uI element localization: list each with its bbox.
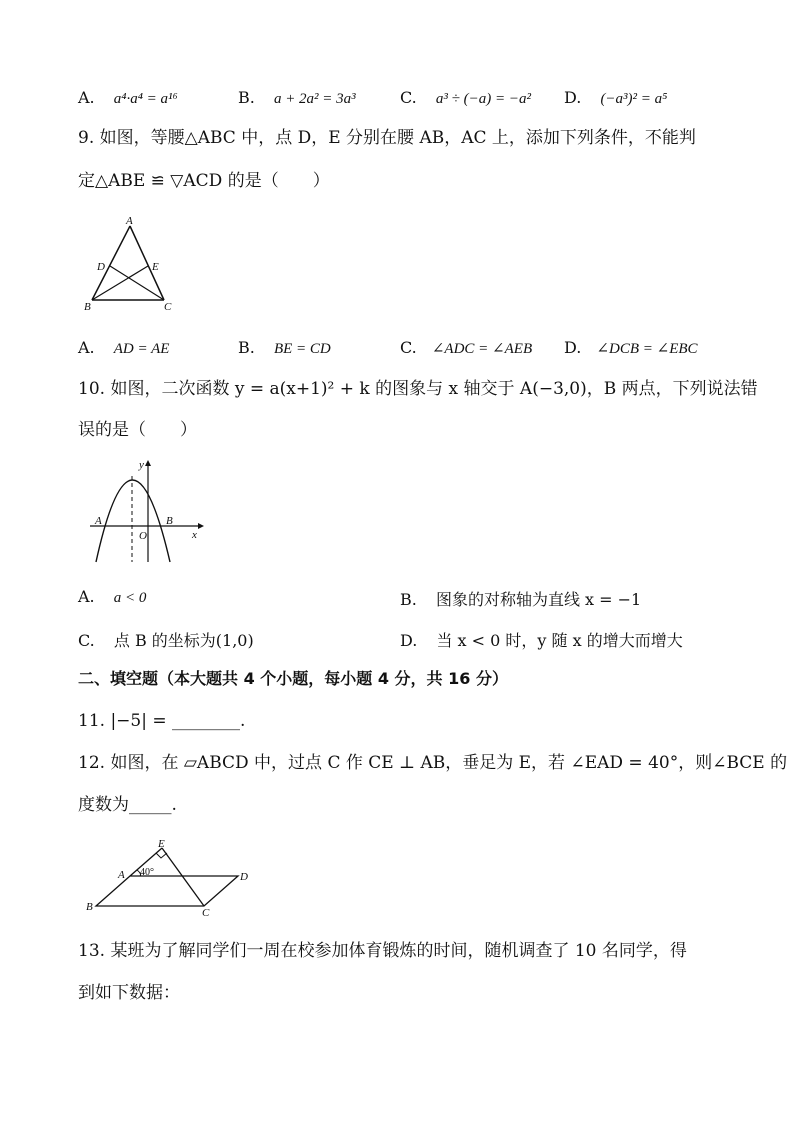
q9-stem-line1: 9. 如图，等腰△ABC 中，点 D，E 分别在腰 AB，AC 上，添加下列条件，不能判 (78, 128, 696, 148)
angle-label: 40° (140, 867, 154, 878)
q13-stem-line1: 13. 某班为了解同学们一周在校参加体育锻炼的时间，随机调查了 10 名同学，得 (78, 941, 687, 961)
q12-parallelogram-figure (82, 838, 252, 918)
option-letter: A. (78, 88, 95, 107)
option-expression: ∠ADC = ∠AEB (431, 341, 533, 357)
vertex-label-b: B (86, 901, 93, 913)
q10-option-a (78, 587, 146, 607)
origin-label: O (139, 530, 147, 542)
option-letter: D. (564, 88, 582, 107)
option-expression: a⁴·a⁴ = a¹⁶ (113, 91, 178, 107)
x-axis-label: x (192, 529, 197, 541)
option-text: 当 x < 0 时，y 随 x 的增大而增大 (436, 631, 683, 650)
vertex-label-c: C (202, 907, 210, 918)
q9-triangle-figure (82, 214, 182, 314)
option-letter: C. (78, 631, 95, 650)
q8-option-d (564, 88, 667, 108)
option-expression: a + 2a² = 3a³ (273, 91, 356, 107)
vertex-label-b: B (84, 301, 91, 313)
option-letter: D. (400, 631, 418, 650)
q10-stem-line2: 误的是（ ） (78, 420, 197, 440)
vertex-label-a: A (118, 869, 125, 881)
q9-stem-line2: 定△ABE ≌ ▽ACD 的是（ ） (78, 171, 330, 191)
q10-option-c (78, 628, 254, 651)
option-letter: A. (78, 587, 95, 606)
q9-option-c (400, 338, 532, 358)
option-text: 点 B 的坐标为(1,0) (113, 631, 254, 650)
q8-option-c (400, 88, 531, 108)
option-letter: B. (400, 590, 417, 609)
section-heading: 二、填空题（本大题共 4 个小题，每小题 4 分，共 16 分） (78, 669, 508, 688)
q9-option-b (238, 338, 331, 358)
vertex-label-c: C (164, 301, 172, 313)
q10-stem-line1: 10. 如图，二次函数 y = a(x+1)² + k 的图象与 x 轴交于 A(−3,0)，B 两点，下列说法错 (78, 379, 758, 399)
point-label-a: A (95, 515, 102, 527)
vertex-label-a: A (126, 215, 133, 227)
option-expression: BE = CD (273, 341, 331, 357)
option-letter: B. (238, 338, 255, 357)
option-expression: ∠DCB = ∠EBC (596, 341, 698, 357)
option-letter: A. (78, 338, 95, 357)
vertex-label-e: E (158, 838, 165, 850)
option-expression: a³ ÷ (−a) = −a² (435, 91, 531, 107)
option-letter: D. (564, 338, 582, 357)
option-letter: C. (400, 88, 417, 107)
option-expression: (−a³)² = a⁵ (600, 91, 668, 107)
q10-option-b (400, 587, 641, 610)
q10-option-d (400, 628, 683, 651)
option-letter: B. (238, 88, 255, 107)
option-letter: C. (400, 338, 417, 357)
q8-option-a (78, 88, 178, 108)
option-text: 图象的对称轴为直线 x = −1 (435, 590, 642, 609)
q12-stem-line1: 12. 如图，在 ▱ABCD 中，过点 C 作 CE ⊥ AB，垂足为 E，若 ∠EAD = 40°，则∠BCE 的 (78, 753, 788, 773)
option-expression: AD = AE (113, 341, 170, 357)
point-label-b: B (166, 515, 173, 527)
q11-stem: 11. |−5| = ________. (78, 711, 246, 731)
q9-option-a (78, 338, 169, 358)
q12-stem-line2: 度数为_____. (78, 795, 177, 815)
vertex-label-d: D (240, 871, 248, 883)
vertex-label-e: E (152, 261, 159, 273)
vertex-label-d: D (97, 261, 105, 273)
q13-stem-line2: 到如下数据： (78, 983, 180, 1003)
q8-option-b (238, 88, 356, 108)
option-text: a < 0 (113, 590, 147, 606)
q9-option-d (564, 338, 698, 358)
y-axis-label: y (139, 459, 144, 471)
q10-parabola-figure (86, 458, 206, 568)
